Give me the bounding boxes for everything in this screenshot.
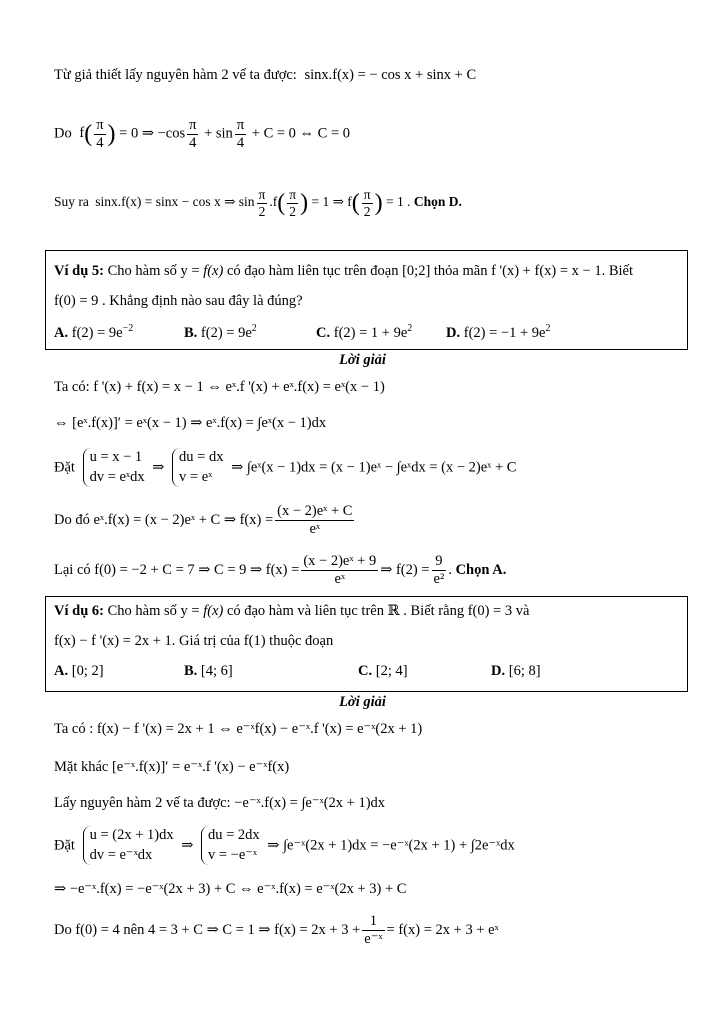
denominator: 2: [258, 203, 266, 219]
option-b: [184, 663, 233, 680]
math: = 1 ⇒ f: [311, 194, 352, 210]
example-5-box: [45, 250, 688, 350]
math: u = x − 1: [89, 449, 143, 465]
sol6-line-3: Lấy nguyên hàm 2 vế ta được: −e⁻ˣ.f(x) = ∫e⁻ˣ(2x + 1)dx: [54, 795, 386, 811]
sol6-line-1: Ta có : f(x) − f '(x) = 2x + 1 ⇔ e⁻ˣf(x) − e⁻ˣ.f '(x) = e⁻ˣ(2x + 1): [54, 721, 423, 737]
example-6-box: [45, 596, 688, 692]
function-name: f(x): [203, 263, 224, 279]
numerator: 1: [362, 914, 384, 931]
math: = 0 ⇒ −cos: [119, 125, 186, 142]
paren-open: (: [351, 190, 360, 216]
fraction: [275, 504, 354, 536]
substitution-system: [83, 826, 174, 865]
numerator: (x − 2)eˣ + 9: [303, 553, 377, 569]
paren-close: ): [107, 121, 116, 147]
example-6-question-line-2: [54, 633, 333, 650]
exponent: 2: [545, 323, 551, 334]
math: dv = eˣdx: [89, 468, 145, 485]
numerator: π: [236, 117, 245, 133]
denominator: 2: [363, 203, 371, 219]
math: sinx.f(x) = sinx − cos x ⇒ sin: [95, 194, 255, 210]
fraction: [187, 118, 198, 150]
denominator: eˣ: [309, 520, 321, 537]
implies: ⇒: [181, 837, 194, 854]
math: v = eˣ: [179, 468, 213, 485]
text: có đạo hàm liên tục trên đoạn: [223, 263, 403, 279]
option-label: C.: [316, 324, 331, 341]
math: f: [79, 125, 85, 142]
sol5-line-1: Ta có: f '(x) + f(x) = x − 1 ⇔ eˣ.f '(x) + eˣ.f(x) = eˣ(x − 1): [54, 379, 385, 395]
paren-close: ): [374, 190, 383, 216]
substitution-system: [201, 826, 260, 865]
implies: ⇒: [152, 459, 165, 476]
option-text: [2; 4]: [375, 663, 408, 679]
solution-heading-5: Lời giải: [339, 352, 386, 368]
option-text: [6; 8]: [508, 663, 541, 679]
option-label: A.: [54, 324, 69, 341]
math: v = −e⁻ˣ: [207, 846, 258, 863]
sol6-line-5: ⇒ −e⁻ˣ.f(x) = −e⁻ˣ(2x + 3) + C ⇔ e⁻ˣ.f(x) = e⁻ˣ(2x + 3) + C: [54, 881, 407, 897]
math: du = 2dx: [207, 827, 260, 843]
fraction: [257, 188, 268, 218]
option-text: [0; 2]: [71, 663, 104, 679]
text: Từ giả thiết lấy nguyên hàm 2 vế ta được:: [54, 67, 297, 83]
math: Do f(0) = 4 nên 4 = 3 + C ⇒ C = 1 ⇒ f(x) = 2x + 3 +: [54, 921, 361, 938]
option-a: [54, 323, 133, 342]
fraction: [235, 118, 246, 150]
text: f(0) = 9 . Khẳng định nào sau đây là đúng?: [54, 293, 303, 309]
numerator: π: [363, 187, 371, 202]
sol5-line-3: [54, 448, 516, 487]
text: Đặt: [54, 837, 75, 854]
math: du = dx: [179, 449, 224, 465]
denominator: e²: [433, 570, 445, 587]
numerator: 9: [432, 554, 447, 571]
math: sinx.f(x) = − cos x + sinx + C: [304, 67, 477, 83]
fraction: [301, 554, 378, 586]
sol6-line-2: Mặt khác [e⁻ˣ.f(x)]′ = e⁻ˣ.f '(x) − e⁻ˣf(x): [54, 759, 290, 775]
option-label: D.: [491, 663, 506, 679]
substitution-system: [83, 448, 145, 487]
denominator: 4: [189, 134, 197, 151]
text: Suy ra: [54, 194, 89, 210]
exponent: −2: [122, 323, 134, 334]
line-3: [54, 188, 462, 218]
line-2: [54, 118, 350, 150]
option-label: B.: [184, 324, 198, 341]
math: ⇒ ∫eˣ(x − 1)dx = (x − 1)eˣ − ∫eˣdx = (x − 2)eˣ + C: [231, 459, 517, 476]
text: Cho hàm số y =: [107, 263, 204, 279]
sol6-line-4: [54, 826, 515, 865]
exponent: 2: [407, 323, 413, 334]
text: f(x) − f '(x) = 2x + 1. Giá trị của f(1) thuộc đoạn: [54, 633, 334, 649]
numerator: (x − 2)eˣ + C: [277, 503, 353, 519]
text: Cho hàm số y =: [107, 603, 204, 619]
exponent: 2: [251, 323, 257, 334]
option-text: [4; 6]: [200, 663, 233, 679]
fraction: [287, 188, 298, 218]
option-d: [446, 323, 550, 342]
option-a: [54, 663, 104, 680]
denominator: e⁻ˣ: [364, 930, 383, 947]
math: Lại có f(0) = −2 + C = 7 ⇒ C = 9 ⇒ f(x) =: [54, 561, 300, 578]
answer-choice: Chọn A.: [455, 561, 507, 578]
math: .f: [269, 194, 278, 210]
fraction: [362, 188, 373, 218]
substitution-system: [172, 448, 223, 487]
answer-choice: Chọn D.: [413, 194, 462, 210]
denominator: 4: [236, 134, 245, 151]
example-5-question-line-2: [54, 293, 303, 310]
option-label: A.: [54, 663, 69, 679]
denominator: 4: [96, 134, 104, 151]
math: Do đó eˣ.f(x) = (x − 2)eˣ + C ⇒ f(x) =: [54, 511, 274, 528]
math: u = (2x + 1)dx: [89, 827, 174, 843]
sol5-line-2: ⇔ [eˣ.f(x)]′ = eˣ(x − 1) ⇒ eˣ.f(x) = ∫eˣ(x − 1)dx: [54, 415, 327, 431]
paren-open: (: [84, 121, 93, 147]
sol6-line-6: [54, 914, 499, 946]
example-label: Ví dụ 6:: [54, 603, 104, 619]
fraction: [94, 118, 105, 150]
option-c: [316, 323, 412, 342]
math: + sin: [204, 125, 233, 142]
sol5-line-4: [54, 504, 356, 536]
fraction: [362, 914, 384, 946]
option-c: [358, 663, 408, 680]
option-text: f(2) = 9e: [71, 324, 123, 341]
math: = 1 .: [385, 194, 411, 210]
math: dv = e⁻ˣdx: [89, 846, 153, 863]
denominator: 2: [289, 203, 297, 219]
option-label: B.: [184, 663, 198, 679]
text: thỏa mãn f '(x) + f(x) = x − 1. Biết: [430, 263, 633, 279]
option-text: f(2) = 9e: [200, 324, 252, 341]
example-6-question-line-1: [54, 603, 529, 620]
math: ⇒ ∫e⁻ˣ(2x + 1)dx = −e⁻ˣ(2x + 1) + ∫2e⁻ˣdx: [267, 837, 515, 854]
solution-heading-6: Lời giải: [339, 694, 386, 710]
numerator: π: [289, 187, 297, 202]
option-b: [184, 323, 257, 342]
example-5-question-line-1: [54, 263, 633, 280]
math: .: [448, 561, 452, 578]
math: = f(x) = 2x + 3 + eˣ: [386, 921, 499, 938]
option-label: D.: [446, 324, 461, 341]
paren-close: ): [300, 190, 309, 216]
option-d: [491, 663, 541, 680]
option-text: f(2) = 1 + 9e: [333, 324, 408, 341]
numerator: π: [189, 117, 197, 133]
numerator: π: [258, 187, 266, 202]
line-1: [54, 68, 476, 83]
option-label: C.: [358, 663, 373, 679]
fraction: [432, 554, 447, 586]
interval: [0;2]: [402, 263, 431, 279]
denominator: eˣ: [334, 570, 346, 587]
text: Do: [54, 125, 72, 142]
paren-open: (: [277, 190, 286, 216]
numerator: π: [96, 117, 104, 133]
text: Đặt: [54, 459, 75, 476]
text: có đạo hàm và liên tục trên ℝ . Biết rằng f(0) = 3 và: [223, 603, 530, 619]
function-name: f(x): [203, 603, 224, 619]
math: ⇒ f(2) =: [380, 561, 430, 578]
option-text: f(2) = −1 + 9e: [463, 324, 546, 341]
math: + C = 0 ⇔ C = 0: [251, 125, 351, 142]
example-label: Ví dụ 5:: [54, 263, 104, 279]
sol5-line-5: [54, 554, 506, 586]
